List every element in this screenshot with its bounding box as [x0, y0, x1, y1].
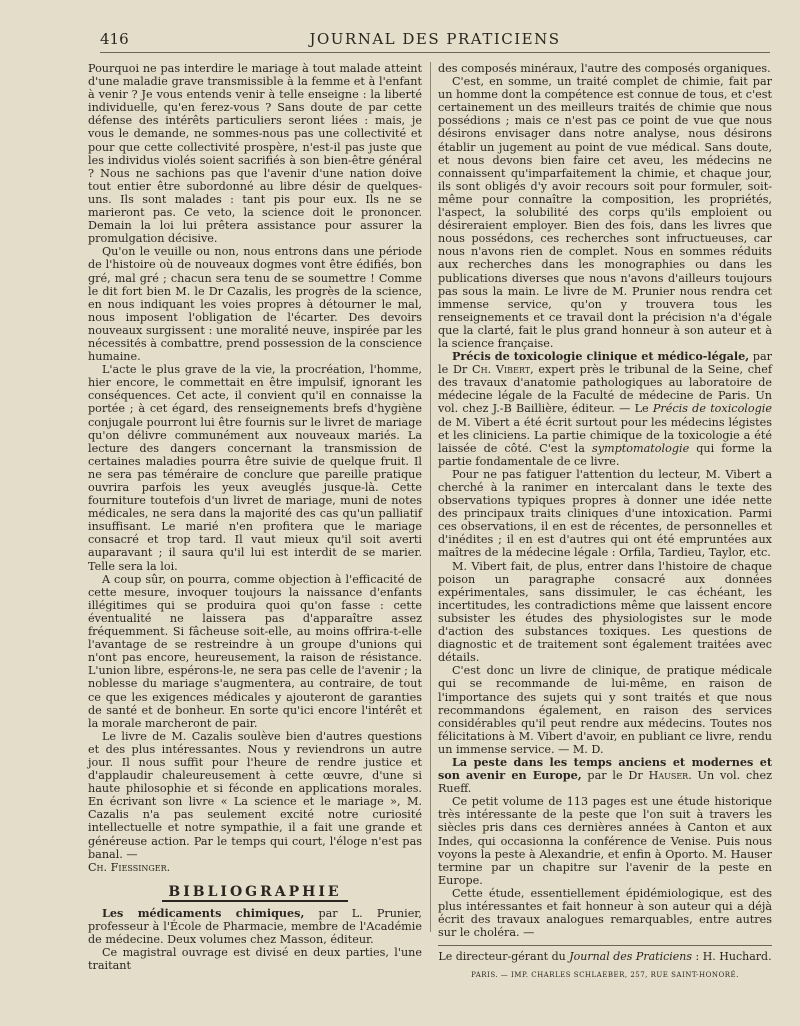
text-fragment: par le Dr: [581, 769, 649, 783]
paragraph: C'est donc un livre de clinique, de pratique médicale qui se recommande de lui-même, en raison de l'importance des sujets qui y sont traités et que nous recommandons également, en raison des services considérables qu'il peut rendre aux médecins. Toutes nos félicitations à M. Vibert d'avoir, en publiant ce livre, rendu un immense service. — M. D.: [438, 664, 772, 756]
italic-term: symptomatologie: [591, 441, 690, 455]
author-name: Hauser: [648, 769, 689, 783]
column-divider: [430, 62, 431, 932]
bibliography-entry: [438, 350, 772, 468]
printer-imprint: PARIS. — IMP. CHARLES SCHLAEBER, 257, RUE SAINT-HONORÉ.: [471, 971, 739, 980]
paragraph: L'acte le plus grave de la vie, la procréation, l'homme, hier encore, le commettait en être impulsif, ignorant les conséquences. Cet acte, il convient qu'il en connaisse la portée ; à cet égard, des renseignements brefs d'hygiène conjugale pourront lui être fournis sur le livret de mariage qu'on délivre communément aux nouveaux mariés. La lecture des dangers concernant la transmission de certaines maladies pourra être suivie de quelque fruit. Il ne sera pas téméraire de conclure que pareille pratique ouvrira parfois les yeux aveuglés jusque-là. Cette fourniture toutefois d'un livret de mariage, muni de notes médicales, ne sera dans la majorité des cas qu'un palliatif insuffisant. Le marié n'en profitera que le mariage consacré et trop tard. Il vaut mieux qu'il soit averti auparavant ; il saura qu'il lui est interdit de se marier. Telle sera la loi.: [88, 363, 422, 573]
footer-label: Le directeur-gérant du: [438, 950, 570, 964]
book-description: par L. Prunier, professeur à l'École de Pharmacie, membre de l'Académie de médecine. Deux volumes chez Masson, éditeur.: [88, 906, 422, 947]
text-fragment: qui forme la partie fondamentale de ce livre.: [438, 441, 772, 468]
signature: Ch. Fiessinger.: [88, 860, 171, 874]
paragraph: Pourquoi ne pas interdire le mariage à tout malade atteint d'une maladie grave transmissible à la femme et à l'enfant à venir ? Je vous entends venir à telle enseigne : la liberté individuelle, qu'en ferez-vous ? Sans doute de par cette défense des intérêts particuliers seront liées : mais, je vous le demande, ne sommes-nous pas une collectivité et pour que cette collectivité prospère, n'est-il pas juste que les individus violés soient sacrifiés à son bien-être général ? Nous ne sachions pas que l'avenir d'une nation doive tout entier être subordonné au libre désir de quelques-uns. Ils sont malades : tant pis pour eux. Ils ne se marieront pas. Ce veto, la science doit le prononcer. Demain la loi lui prêtera assistance pour assurer la promulgation décisive.: [88, 62, 422, 246]
paragraph: A coup sûr, on pourra, comme objection à l'efficacité de cette mesure, invoquer toujours la naissance d'enfants illégitimes qui se produira quoi qu'on fasse : cette éventualité ne laissera pas d'apparaître assez fréquemment. Si fâcheuse soit-elle, au moins offrira-t-elle l'avantage de se restreindre à un groupe d'unions qui n'ont pas encore, heureusement, la raison de résistance. L'union libre, espérons-le, ne sera pas celle de l'avenir ; la noblesse du mariage s'augmentera, au contraire, de tout ce que les exigences médicales y ajouteront de garanties de santé et de bonheur. En sorte qu'ici encore l'intérêt et la morale marcheront de pair.: [88, 572, 422, 730]
text-fragment: par le Dr: [438, 350, 772, 377]
author-name: Ch. Vibert: [472, 363, 531, 377]
bibliography-entry: [438, 756, 772, 795]
left-column: [88, 62, 422, 973]
footer-journal: Journal des Praticiens: [569, 950, 693, 964]
journal-title: JOURNAL DES PRATICIENS: [309, 30, 561, 48]
section-heading: [88, 883, 422, 900]
book-title: Précis de toxicologie clinique et médico-légale,: [452, 349, 750, 364]
bibliography-entry: [88, 907, 422, 946]
paragraph: Ce magistral ouvrage est divisé en deux parties, l'une traitant: [88, 946, 422, 973]
paragraph: M. Vibert fait, de plus, entrer dans l'histoire de chaque poison un paragraphe consacré aux données expérimentales, sans dissimuler, le cas échéant, les incertitudes, les contradictions même que laissent encore subsister les études des physiologistes sur le mode d'action des substances toxiques. Les questions de diagnostic et de traitement sont également traitées avec détails.: [438, 559, 772, 665]
text-fragment: de M. Vibert a été écrit surtout pour les médecins légistes et les cliniciens. La partie chimique de la toxicologie a été laissée de côté. C'est la: [438, 415, 772, 455]
director-line: [438, 945, 772, 963]
book-title: La peste dans les temps anciens et modernes et son avenir en Europe,: [438, 754, 772, 783]
footer-name: : H. Huchard.: [692, 950, 772, 964]
paragraph: Qu'on le veuille ou non, nous entrons dans une période de l'histoire où de nouveaux dogmes vont être édifiés, bon gré, mal gré ; chacun sera tenu de se soumettre ! Comme le dit fort bien M. le Dr Cazalis, les progrès de la science, en nous indiquant les voies propres à détourner le mal, nous imposent l'obligation de l'écarter. Des devoirs nouveaux surgissent : une moralité neuve, inspirée par les nécessités à combattre, prend possession de la conscience humaine.: [88, 245, 422, 364]
page-number: 416: [100, 30, 129, 48]
right-column: [438, 62, 773, 980]
paragraph: Cette étude, essentiellement épidémiologique, est des plus intéressantes et fait honneur à son auteur qui a déjà écrit des travaux analogues remarquables, entre autres sur le choléra. —: [438, 886, 772, 940]
page-header: [100, 30, 770, 53]
paragraph: Pour ne pas fatiguer l'attention du lecteur, M. Vibert a cherché à la ranimer en intercalant dans le texte des observations typiques propres à donner une idée nette des principaux traits cliniques d'une intoxication. Parmi ces observations, il en est de récentes, de personnelles et d'inédites ; il en est d'autres qui ont été empruntées aux maîtres de la médecine légale : Orfila, Tardieu, Taylor, etc.: [438, 467, 772, 560]
paragraph: Le livre de M. Cazalis soulève bien d'autres questions et des plus intéressantes. Nous y reviendrons un autre jour. Il nous suffit pour l'heure de rendre justice et d'applaudir chaleureusement à cette œuvre, d'une si haute philosophie et si féconde en applications morales. En écrivant son livre « La science et le mariage », M. Cazalis n'a pas seulement excité notre curiosité intellectuelle et notre sympathie, il a fait une grande et généreuse action. Par le temps qui court, l'éloge n'est pas banal. —: [88, 729, 422, 861]
text-fragment: , expert près le tribunal de la Seine, chef des travaux d'anatomie pathologiques au laboratoire de médecine légale de la Faculté de médecine de Paris. Un vol. chez J.-B Baillière, éditeur. — Le: [438, 363, 773, 416]
text-fragment: . Un vol. chez Rueff.: [438, 769, 772, 796]
paragraph: C'est, en somme, un traité complet de chimie, fait par un homme dont la compétence est connue de tous, et c'est certainement un des meilleurs traités de chimie que nous possédions ; mais ce n'est pas ce point de vue que nous désirons envisager dans notre analyse, nous désirons établir un jugement au point de vue médical. Sans doute, et nous devons bien faire cet aveu, les médecins ne connaissent qu'imparfaitement la chimie, et chaque jour, ils sont obligés d'y avoir recours soit pour formuler, soit-même pour connaître la composition, les propriétés, l'aspect, la solubilité des corps qu'ils emploient ou désireraient employer. Bien des fois, dans les livres que nous possédons, ces recherches sont infructueuses, car nous n'avons rien de complet. Nous en sommes réduits aux recherches dans les monographies ou dans les publications diverses que nous n'avons d'ailleurs toujours pas sous la main. Le livre de M. Prunier nous rendra cet immense service, qu'on y trouvera tous les renseignements et ce travail dont la précision n'a d'égale que la clarté, fait le plus grand honneur à son auteur et à la science française.: [438, 75, 772, 350]
section-title: BIBLIOGRAPHIE: [162, 884, 347, 902]
italic-title: Précis de toxicologie: [652, 402, 772, 416]
paragraph: des composés minéraux, l'autre des composés organiques.: [438, 62, 771, 75]
paragraph: Ce petit volume de 113 pages est une étude historique très intéressante de la peste que l'on suit à travers les siècles pris dans ces dernières années à Canton et aux Indes, qui occasionna la conférence de Venise. Puis nous voyons la peste à Alexandrie, et enfin à Oporto. M. Hauser termine par un chapitre sur l'avenir de la peste en Europe.: [438, 795, 772, 887]
book-title: Les médicaments chimiques,: [102, 905, 305, 920]
